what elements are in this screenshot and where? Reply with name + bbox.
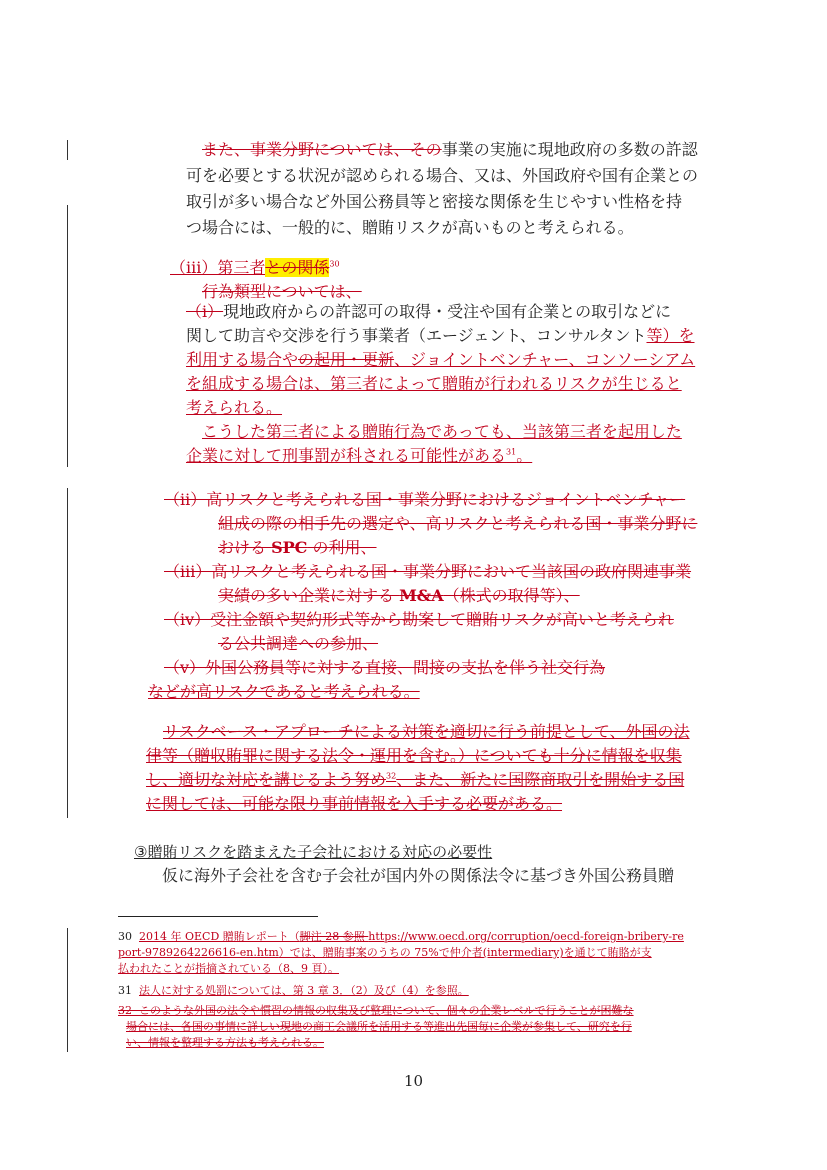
deleted-line: に関しては、可能な限り事前情報を入手する必要がある。 (146, 794, 563, 813)
deleted-text: SPC (271, 538, 308, 557)
deleted-text: 、また、新たに国際商取引を開始する国 (396, 770, 685, 789)
body-text: 事業の実施に現地政府の多数の許認 (441, 140, 698, 159)
footnote-link[interactable]: port-9789264226616-en.htm (118, 946, 279, 959)
inserted-line: を組成する場合は、第三者によって贈賄が行われるリスクが生じると (186, 374, 682, 393)
footnote-text (139, 930, 684, 943)
inserted-text: 等）を (646, 326, 695, 345)
footnote-separator (118, 916, 318, 917)
deleted-text: M&A (399, 586, 444, 605)
body-text: 現地政府からの許認可の取得・受注や国有企業との取引などに (223, 302, 672, 321)
footnote-32-line: 場合には、各国の事情に詳しい現地の商工会議所を活用する等進出先国毎に企業が参集して、研究を行 (126, 1020, 632, 1033)
inserted-text: 。 (516, 446, 533, 465)
footnote-30 (118, 930, 684, 944)
footnote-text: 2014 年 OECD 贈賄レポート（ (139, 930, 300, 943)
deleted-line: などが高リスクであると考えられる。 (148, 682, 420, 701)
deleted-text: また、事業分野については、その (202, 140, 442, 159)
body-line: 取引が多い場合など外国公務員等と密接な関係を生じやすい性格を持 (186, 192, 683, 211)
inserted-line: 考えられる。 (186, 398, 283, 417)
footnote-number: 31 (118, 984, 132, 997)
change-bar (67, 140, 68, 160)
deleted-text: このような外国の法令や慣習の情報の収集及び整理について、個々の企業レベルで行うことが困難な (139, 1004, 634, 1017)
inserted-text: 、ジョイントベンチャー、コンソーシアム (394, 350, 696, 369)
body-line (202, 140, 698, 160)
inserted-line: こうした第三者による贈賄行為であっても、当該第三者を起用した (202, 422, 682, 441)
footnote-number: 30 (118, 930, 132, 943)
deleted-list-item (218, 538, 377, 558)
deleted-text: おける (218, 538, 272, 557)
body-line (186, 326, 695, 346)
deleted-text: 実績の多い企業に対する (218, 586, 400, 605)
footnote-text: 法人に対する処罰については、第 3 章 3．（2）及び（4）を参照。 (139, 984, 469, 997)
footnote-30-line (118, 946, 652, 960)
footnote-ref[interactable]: 30 (329, 259, 340, 269)
body-line: つ場合には、一般的に、贈賄リスクが高いものと考えられる。 (186, 218, 634, 237)
footnote-30-line: 払われたことが指摘されている（8、9 頁）。 (118, 962, 339, 975)
deleted-list-item (218, 586, 580, 606)
section-heading: ③贈賄リスクを踏まえた子会社における対応の必要性 (134, 843, 493, 861)
deleted-text: の起用・更新 (298, 350, 395, 369)
deleted-line: 律等（贈収賄罪に関する法令・運用を含む。）についても十分に情報を収集 (146, 746, 682, 765)
deleted-text: の利用、 (307, 538, 377, 557)
inserted-line (186, 350, 695, 370)
deleted-list-item: （ⅱ）高リスクと考えられる国・事業分野におけるジョイントベンチャー (164, 490, 686, 509)
body-line (186, 302, 671, 322)
change-bar (67, 488, 68, 818)
change-bar (67, 205, 68, 467)
deleted-text: （ⅰ） (186, 302, 224, 321)
page-number: 10 (403, 1072, 424, 1090)
highlighted-deleted-text: との関係 (265, 258, 330, 277)
body-line: 可を必要とする状況が認められる場合、又は、外国政府や国有企業との (186, 166, 699, 185)
deleted-list-item: 組成の際の相手先の選定や、高リスクと考えられる国・事業分野に (218, 514, 698, 533)
inserted-line (186, 446, 532, 466)
change-bar (67, 928, 68, 1052)
footnote-32-line: い、情報を整理する方法も考えられる。 (126, 1036, 324, 1049)
deleted-line: リスクベース・アプローチによる対策を適切に行う前提として、外国の法 (163, 722, 690, 741)
body-line: 仮に海外子会社を含む子会社が国内外の関係法令に基づき外国公務員贈 (162, 866, 675, 885)
footnote-number: 32 (118, 1004, 132, 1017)
footnote-text: ）では、贈賄事案のうちの 75%で仲介者(intermediary)を通じて賄賂が支 (278, 946, 652, 959)
footnote-ref[interactable]: 31 (506, 447, 517, 457)
footnote-31 (118, 984, 469, 998)
deleted-text: （株式の取得等）、 (443, 586, 580, 605)
footnote-link[interactable]: https://www.oecd.org/corruption/oecd-foreign-bribery-re (368, 930, 684, 943)
subsection-heading (170, 258, 340, 278)
deleted-list-item: （ⅲ）高リスクと考えられる国・事業分野において当該国の政府関連事業 (164, 562, 692, 581)
inserted-text: 企業に対して刑事罰が科される可能性がある (186, 446, 507, 465)
footnote-ref[interactable]: 32 (386, 771, 397, 781)
inserted-text: 利用する場合や (186, 350, 299, 369)
deleted-list-item: （ⅳ）受注金額や契約形式等から勘案して贈賄リスクが高いと考えられ (164, 610, 674, 629)
deleted-line (146, 770, 684, 790)
subsection-label: （iii）第三者 (170, 258, 266, 277)
deleted-line: 行為類型については、 (202, 282, 362, 301)
footnote-32 (118, 1004, 634, 1018)
deleted-list-item: （ⅴ）外国公務員等に対する直接、間接の支払を伴う社交行為 (164, 658, 606, 677)
deleted-list-item: る公共調達への参加、 (218, 634, 379, 653)
deleted-text: し、適切な対応を講じるよう努め (146, 770, 387, 789)
body-text: 関して助言や交渉を行う事業者（エージェント、コンサルタント (186, 326, 647, 345)
deleted-text: 脚注 28 参照 (299, 930, 369, 943)
